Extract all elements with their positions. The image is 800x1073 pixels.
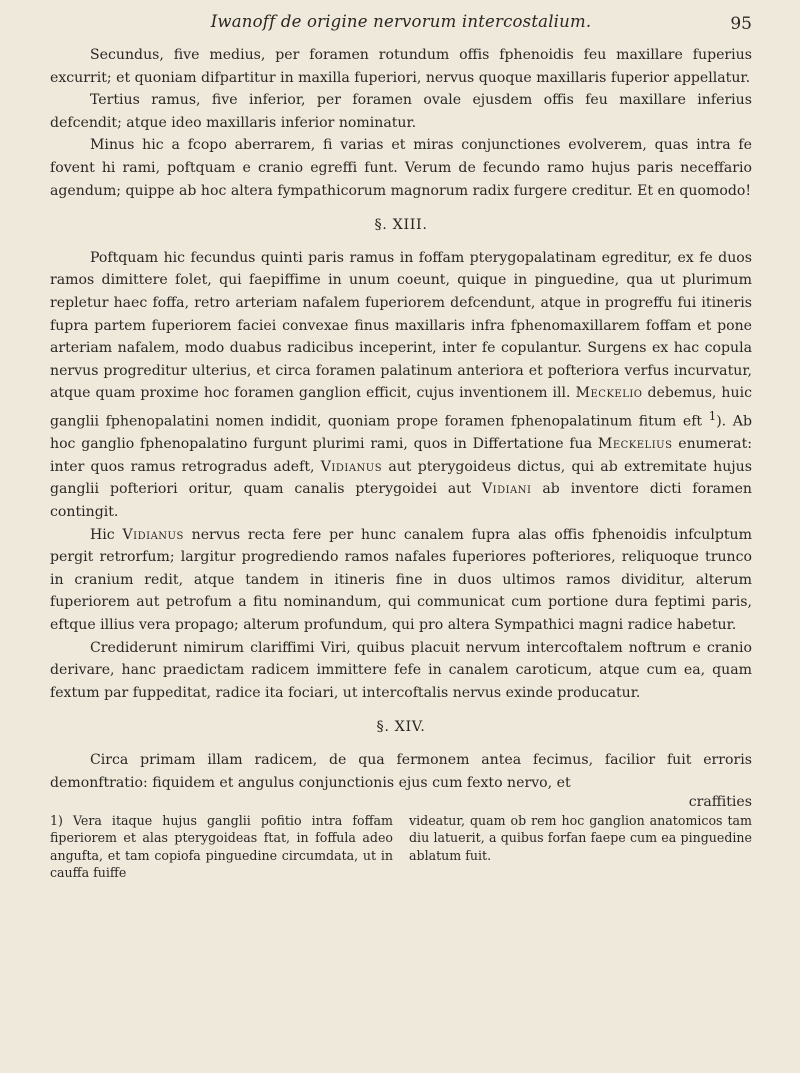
author-name: Vidianus [320, 458, 383, 475]
author-name: Vidiani [481, 481, 532, 498]
text-segment: ab inventore dicti foramen contingit. [50, 481, 752, 520]
text-segment: debemus, huic ganglii fphenopalatini nomen indidit, quoniam prope foramen fphenopalatinum fitum eft [50, 385, 752, 430]
footnote-ref: 1 [708, 408, 717, 423]
paragraph-secundus: Secundus, five medius, per foramen rotundum offis fphenoidis feu maxillare fuperius excurrit; et quoniam difpartitur in maxilla fuperiori, nervus quoque maxillaris fuperior appellatur. [50, 47, 752, 86]
text-segment: Poftquam hic fecundus quinti paris ramus in foffam pterygopalatinam egreditur, ex fe duos ramos dimittere folet, qui faepiffime in unum coeunt, quique in pinguedine, qua ut plurimum repletur haec foffa, retro arteriam nafalem fuperiorem defcendunt, atque in progreffu fui itineris fupra partem fuperiorem faciei convexae finus maxillaris infra fphenomaxillarem foffam et pone arteriam nafalem, modo duabus radicibus inceperint, inter fe copulantur. Surgens ex hac copula nervus progreditur ulterius, et circa foramen palatinum anteriora et pofteriora verfus incurvatur, atque quam proxime hoc foramen ganglion efficit, cujus inventionem ill. [50, 249, 752, 402]
author-name: Meckelius [597, 436, 673, 453]
author-name: Vidianus [122, 526, 184, 543]
section-13-heading: §. XIII. [374, 217, 428, 234]
paragraph-crediderunt: Crediderunt nimirum clariffimi Viri, quibus placuit nervum intercoftalem noftrum e cranio derivare, hanc praedictam radicem immittere fefe in canalem caroticum, atque cum ea, quam fextum par fuppeditat, radice ita fociari, ut intercoftalis nervus exinde producatur. [50, 639, 752, 701]
paragraph-hic-vidianus: Hic Vidianus nervus recta fere per hunc canalem fupra alas offis fphenoidis infculptum pergit retrorfum; largitur progrediendo ramos nafales fuperiores pofteriores, reliquoque trunco in cranium redit, atque tandem in itineris fine in duos ultimos ramos dividitur, alterum fuperiorem aut petrofum a fitu nominandum, qui communicat cum portione dura feptimi paris, eftque illius vera propago; alterum profundum, qui pro altera Sympathici magni radice habetur. [50, 526, 752, 633]
author-name: Meckelio [575, 385, 643, 402]
catchword: craffities [688, 794, 752, 811]
text-segment: Ab hoc ganglio fphenopalatino furgunt plurimi rami, quos in Differtatione fua [50, 413, 752, 453]
running-header [50, 12, 752, 42]
paragraph-tertius: Tertius ramus, five inferior, per foramen ovale ejusdem offis feu maxillare inferius defcendit; atque ideo maxillaris inferior nominatur. [50, 92, 752, 131]
footnotes [50, 812, 752, 881]
paragraph-circa: Circa primam illam radicem, de qua fermonem antea fecimus, facilior fuit erroris demonftratio: fiquidem et angulus conjunctionis ejus cum fexto nervo, et [50, 751, 752, 791]
text-segment: aut pterygoideus dictus, qui ab extremitate hujus ganglii pofteriori oritur, quam canalis pterygoidei aut [50, 458, 752, 498]
running-title: Iwanoff de origine nervorum intercostalium. [210, 12, 592, 31]
text-segment: nervus recta fere per hunc canalem fupra alas offis fphenoidis infculptum pergit retrorfum; largitur progrediendo ramos nafales fuperiores pofteriores, reliquoque trunco in cranium redit, atque tandem in itineris fine in duos ultimos ramos dividitur, alterum fuperiorem aut petrofum a fitu nominandum, qui communicat cum portione dura feptimi paris, eftque illius vera propago; alterum profundum, qui pro altera Sympathici magni radice habetur. [50, 526, 752, 633]
body-text [50, 44, 752, 794]
paragraph-minus: Minus hic a fcopo aberrarem, fi varias et miras conjunctiones evolverem, quas intra fe fovent hi rami, poftquam e cranio egreffi funt. Verum de fecundo ramo hujus paris neceffario agendum; quippe ab hoc altera fympathicorum magnorum radix furgere creditur. Et en quomodo! [50, 137, 752, 199]
footnote-left: 1) Vera itaque hujus ganglii pofitio intra foffam fiperiorem et alas pterygoideas ftat, in foffula adeo angufta, et tam copiofa pinguedine circumdata, ut in cauffa fuiffe [50, 813, 393, 880]
text-segment: enumerat: inter quos ramus retrogradus adeft, [50, 436, 752, 475]
footnote-right: videatur, quam ob rem hoc ganglion anatomicos tam diu latuerit, a quibus forfan faepe cum ea pinguedine ablatum fuit. [409, 813, 752, 863]
page-number: 95 [730, 14, 752, 34]
section-14-heading: §. XIV. [376, 719, 426, 736]
paragraph-postquam: Poftquam hic fecundus quinti paris ramus in foffam pterygopalatinam egreditur, ex fe duos ramos dimittere folet, qui faepiffime in unum coeunt, quique in pinguedine, qua ut plurimum repletur haec foffa, retro arteriam nafalem fuperiorem defcendunt, atque in progreffu fui itineris fupra partem fuperiorem faciei convexae finus maxillaris infra fphenomaxillarem foffam et pone arteriam nafalem, modo duabus radicibus inceperint, inter fe copulantur. Surgens ex hac copula nervus progreditur ulterius, et circa foramen palatinum anteriora et pofteriora verfus incurvatur, atque quam proxime hoc foramen ganglion efficit, cujus inventionem ill. Meckelio debemus, huic ganglii fphenopalatini nomen indidit, quoniam prope foramen fphenopalatinum fitum eft $^1$). Ab hoc ganglio fphenopalatino furgunt plurimi rami, quos in Differtatione fua Meckelius enumerat: inter quos ramus retrogradus adeft, Vidianus aut pterygoideus dictus, qui ab extremitate hujus ganglii pofteriori oritur, quam canalis pterygoidei aut Vidiani ab inventore dicti foramen contingit. [50, 249, 752, 520]
